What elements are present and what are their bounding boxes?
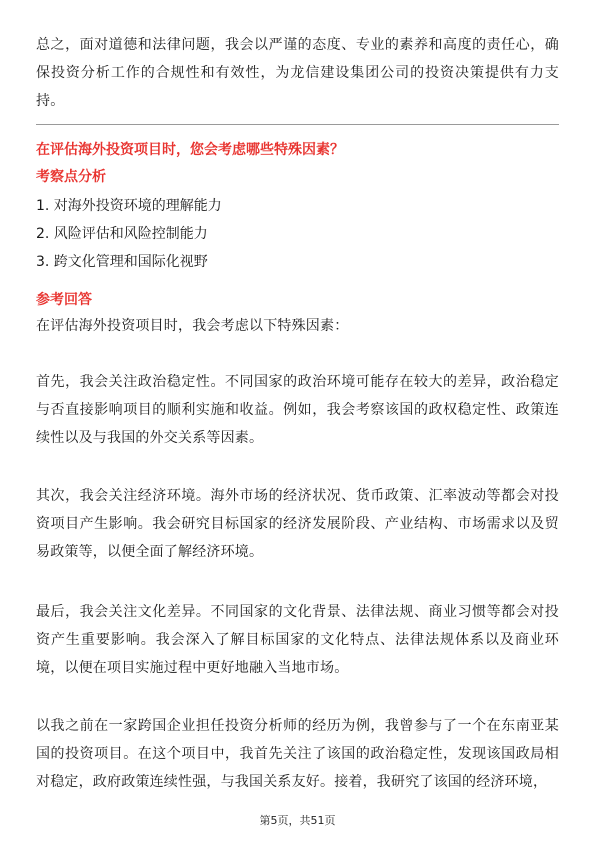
answer-heading: 参考回答 <box>36 292 92 308</box>
analysis-item: 2. 风险评估和风险控制能力 <box>36 226 208 242</box>
page-number-footer: 第5页，共51页 <box>259 814 336 827</box>
analysis-item: 3. 跨文化管理和国际化视野 <box>36 254 208 270</box>
intro-paragraph: 总之，面对道德和法律问题，我会以严谨的态度、专业的素养和高度的责任心，确保投资分析工作的合规性和有效性，为龙信建设集团公司的投资决策提供有力支持。 <box>36 37 559 109</box>
answer-intro: 在评估海外投资项目时，我会考虑以下特殊因素： <box>36 318 349 334</box>
answer-paragraph: 以我之前在一家跨国企业担任投资分析师的经历为例，我曾参与了一个在东南亚某国的投资项目。在这个项目中，我首先关注了该国的政治稳定性，发现该国政局相对稳定，政府政策连续性强，与我国关系友好。接着，我研究了该国的经济环境， <box>36 718 559 790</box>
section-divider <box>36 124 559 125</box>
analysis-heading: 考察点分析 <box>36 169 106 185</box>
answer-paragraph: 其次，我会关注经济环境。海外市场的经济状况、货币政策、汇率波动等都会对投资项目产生影响。我会研究目标国家的经济发展阶段、产业结构、市场需求以及贸易政策等，以便全面了解经济环境。 <box>36 488 559 560</box>
analysis-list <box>36 192 222 276</box>
answer-paragraph: 首先，我会关注政治稳定性。不同国家的政治环境可能存在较大的差异，政治稳定与否直接影响项目的顺利实施和收益。例如，我会考察该国的政权稳定性、政策连续性以及与我国的外交关系等因素。 <box>36 374 559 446</box>
answer-paragraph: 最后，我会关注文化差异。不同国家的文化背景、法律法规、商业习惯等都会对投资产生重要影响。我会深入了解目标国家的文化特点、法律法规体系以及商业环境，以便在项目实施过程中更好地融入当地市场。 <box>36 604 559 676</box>
question-heading: 在评估海外投资项目时，您会考虑哪些特殊因素？ <box>36 142 344 158</box>
analysis-item: 1. 对海外投资环境的理解能力 <box>36 198 222 214</box>
